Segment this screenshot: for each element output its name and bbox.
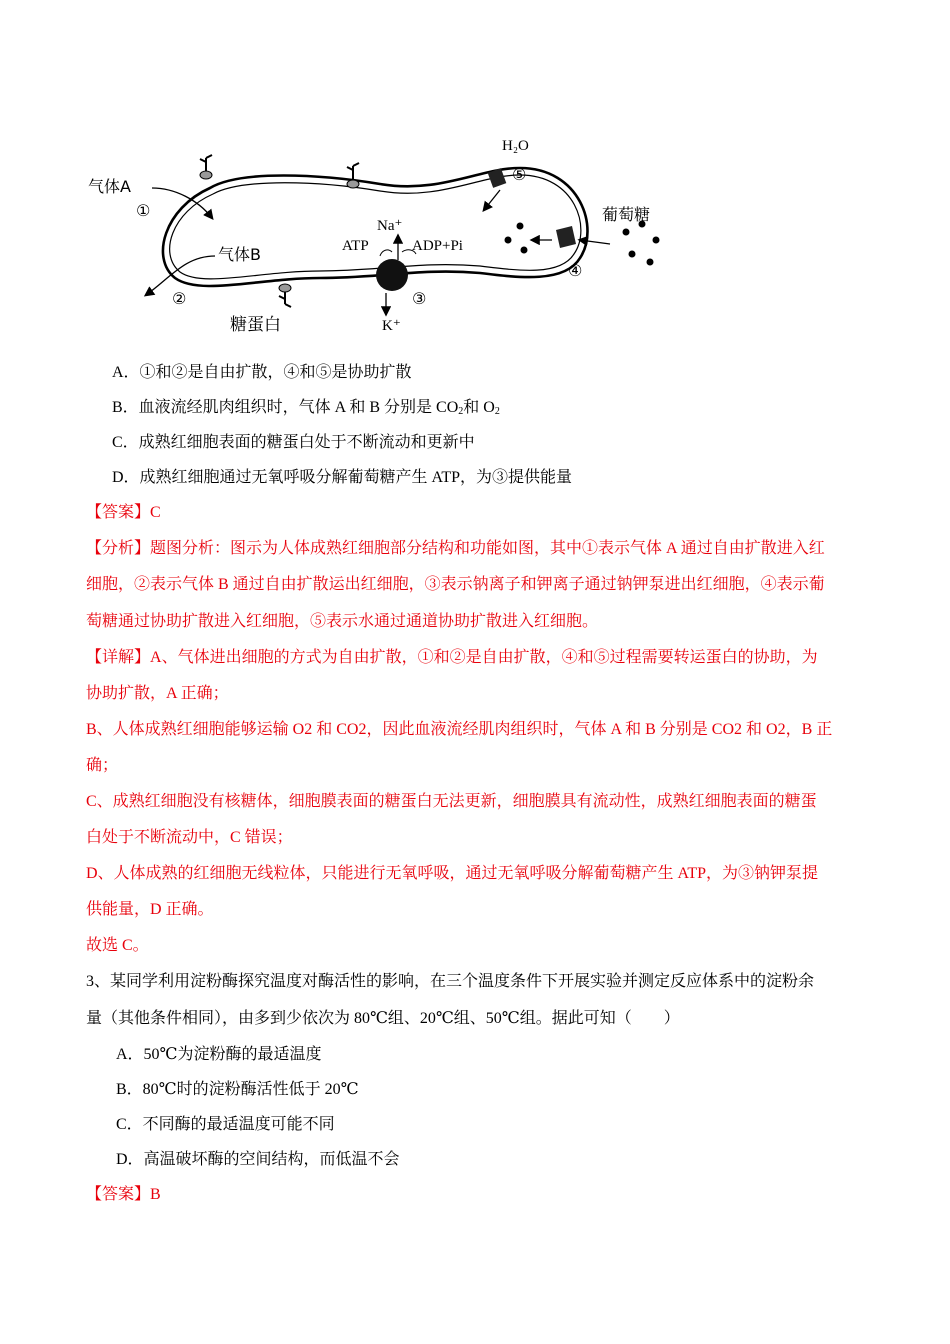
q3-option-d: D．高温破坏酶的空间结构，而低温不会 xyxy=(116,1151,400,1168)
analysis-line-2: 细胞，②表示气体 B 通过自由扩散运出红细胞，③表示钠离子和钾离子通过钠钾泵进出红细胞，④表示葡 xyxy=(86,576,825,593)
q3-option-a: A．50℃为淀粉酶的最适温度 xyxy=(116,1046,322,1063)
q3-option-c: C．不同酶的最适温度可能不同 xyxy=(116,1116,335,1133)
analysis-tag: 【分析】 xyxy=(86,540,151,557)
analysis-line-1 xyxy=(86,539,864,559)
label-n3: ③ xyxy=(412,289,427,308)
label-n1: ① xyxy=(136,201,151,220)
q2-option-b xyxy=(112,398,864,422)
detail-line-7: D、人体成熟的红细胞无线粒体，只能进行无氧呼吸，通过无氧呼吸分解葡萄糖产生 ATP，为③钠钾泵提 xyxy=(86,865,819,882)
glycoprotein-label: 糖蛋白 xyxy=(230,315,281,335)
glucose-carrier xyxy=(532,226,610,248)
q2-option-b-sub2: 2 xyxy=(494,406,500,417)
glycoprotein-1 xyxy=(200,155,212,179)
detail-line-3: B、人体成熟红细胞能够运输 O2 和 CO2，因此血液流经肌肉组织时，气体 A 和 B 分别是 CO2 和 O2，B 正 xyxy=(86,721,833,738)
glucose-label: 葡萄糖 xyxy=(602,205,651,224)
water-label: H₂O xyxy=(502,138,529,154)
q2-option-d: D．成熟红细胞通过无氧呼吸分解葡萄糖产生 ATP，为③提供能量 xyxy=(112,469,573,486)
detail-line-8: 供能量，D 正确。 xyxy=(86,901,214,918)
gas-b-label: 气体B xyxy=(218,245,261,264)
conclusion: 故选 C。 xyxy=(86,937,149,954)
q3-answer xyxy=(86,1185,864,1205)
detail-line-2: 协助扩散，A 正确； xyxy=(86,685,229,702)
detail-line-5: C、成熟红细胞没有核糖体，细胞膜表面的糖蛋白无法更新，细胞膜具有流动性，成熟红细胞表面的糖蛋 xyxy=(86,793,817,810)
q2-option-b-mid: 和 O xyxy=(463,399,495,416)
sodium-potassium-pump xyxy=(376,236,416,314)
detail-line-4: 确； xyxy=(86,757,119,774)
q2-option-c: C．成熟红细胞表面的糖蛋白处于不断流动和更新中 xyxy=(112,434,475,451)
label-n5: ⑤ xyxy=(512,165,527,184)
answer-value: C xyxy=(150,504,161,521)
answer-tag: 【答案】 xyxy=(86,504,151,521)
glycoprotein-2 xyxy=(347,163,359,188)
q2-option-b-text: B．血液流经肌肉组织时，气体 A 和 B 分别是 CO xyxy=(112,399,459,416)
q2-answer xyxy=(86,503,864,523)
q3-option-b: B．80℃时的淀粉酶活性低于 20℃ xyxy=(116,1081,359,1098)
q3-stem-line-2: 量（其他条件相同），由多到少依次为 80℃组、20℃组、50℃组。据此可知（ ） xyxy=(86,1010,680,1027)
red-blood-cell-diagram xyxy=(80,128,680,343)
k-label: K⁺ xyxy=(382,318,401,334)
q3-answer-value: B xyxy=(150,1186,161,1203)
detail-text: A、气体进出细胞的方式为自由扩散，①和②是自由扩散，④和⑤过程需要转运蛋白的协助，为 xyxy=(150,649,818,666)
label-n4: ④ xyxy=(568,261,583,280)
q2-option-b-sub1: 2 xyxy=(458,406,464,417)
q2-option-a: A．①和②是自由扩散，④和⑤是协助扩散 xyxy=(112,364,412,381)
q3-answer-tag: 【答案】 xyxy=(86,1186,151,1203)
glucose-molecules xyxy=(505,221,660,266)
analysis-text: 题图分析：图示为人体成熟红细胞部分结构和功能如图，其中①表示气体 A 通过自由扩散进入红 xyxy=(150,540,825,557)
water-channel xyxy=(484,168,506,210)
glycoprotein-3 xyxy=(279,284,291,307)
analysis-line-3: 萄糖通过协助扩散进入红细胞，⑤表示水通过通道协助扩散进入红细胞。 xyxy=(86,613,599,630)
q3-stem-line-1: 3、某同学利用淀粉酶探究温度对酶活性的影响，在三个温度条件下开展实验并测定反应体系中的淀粉余 xyxy=(86,973,815,990)
adp-label: ADP+Pi xyxy=(412,238,463,254)
na-label: Na⁺ xyxy=(377,218,403,234)
detail-line-1 xyxy=(86,648,864,668)
detail-line-6: 白处于不断流动中，C 错误； xyxy=(86,829,293,846)
gas-a-label: 气体A xyxy=(88,177,131,196)
detail-tag: 【详解】 xyxy=(86,649,151,666)
label-n2: ② xyxy=(172,289,187,308)
atp-label: ATP xyxy=(342,238,369,254)
